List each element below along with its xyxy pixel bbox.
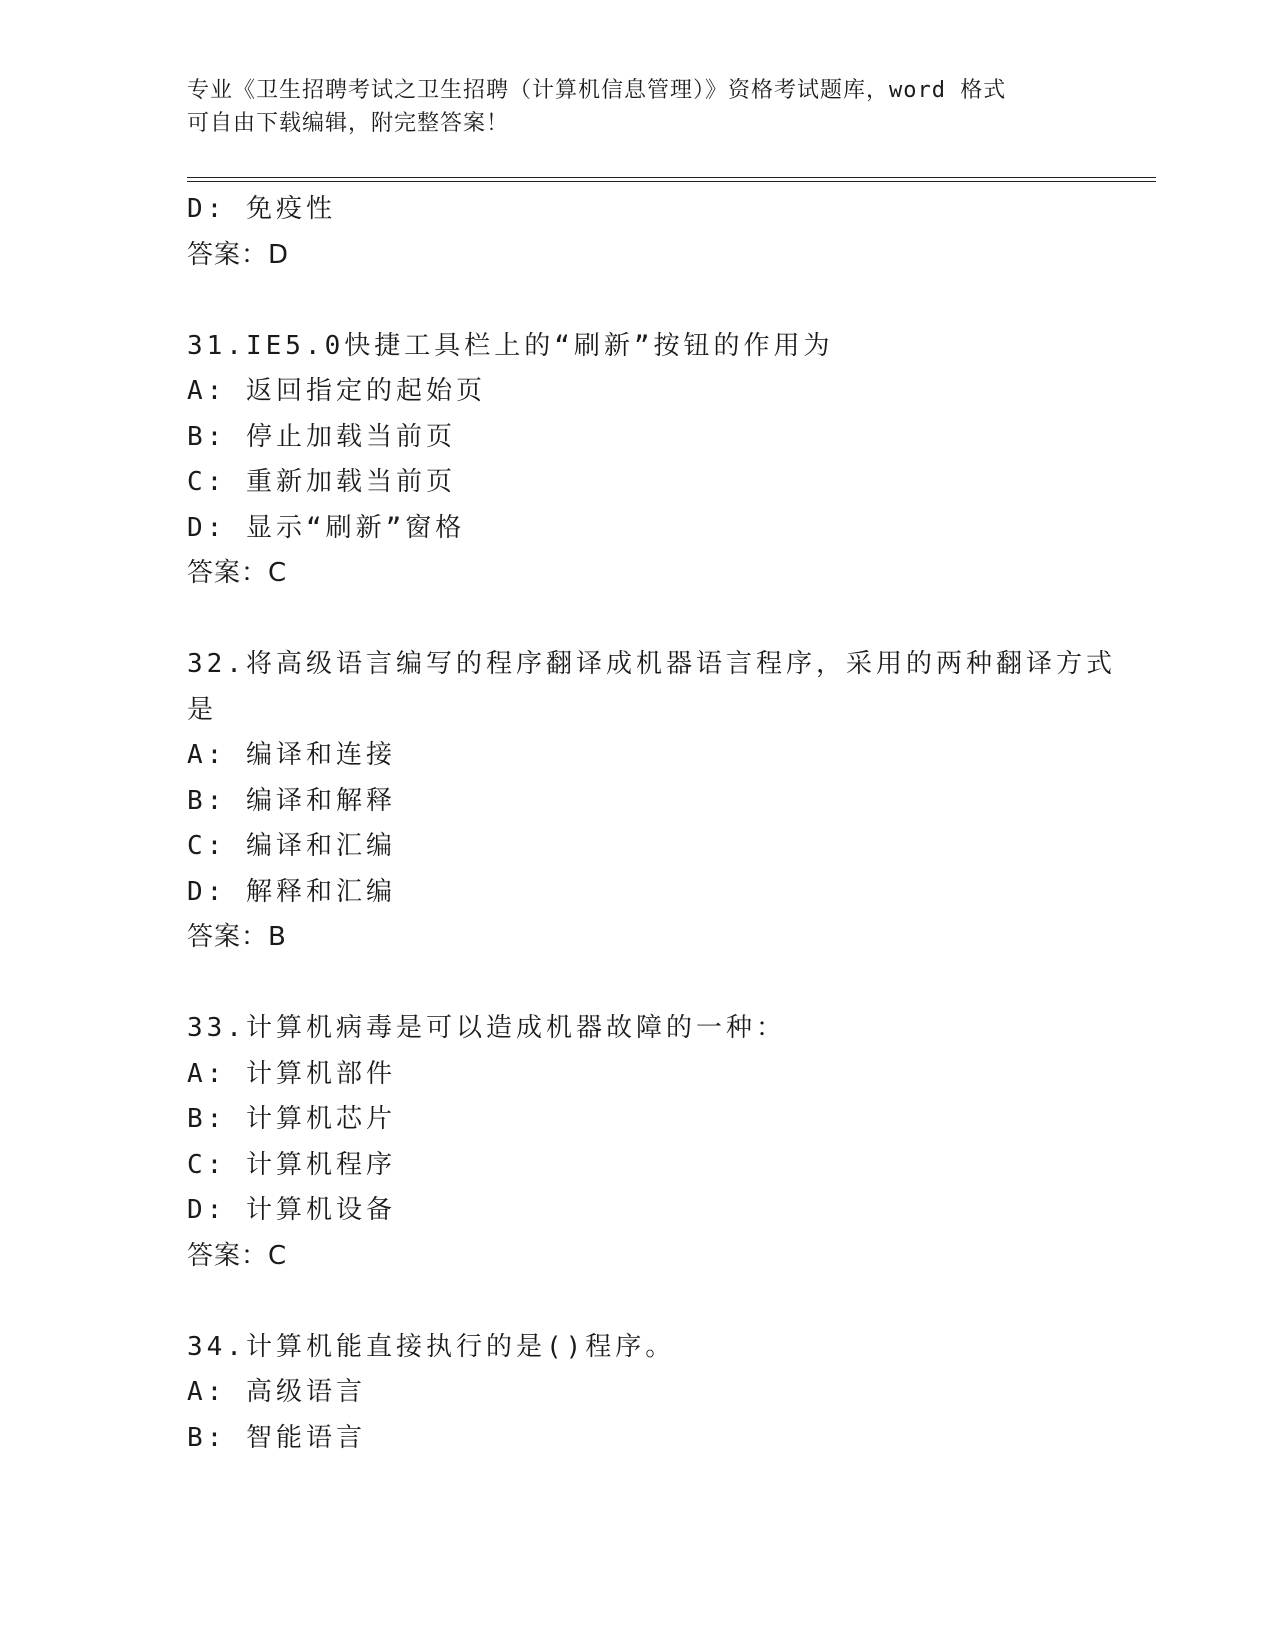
- spacer: [187, 961, 1087, 1007]
- option-c: C: 重新加载当前页: [187, 467, 456, 497]
- question-32: [187, 642, 1116, 961]
- option-b: B: 计算机芯片: [187, 1104, 396, 1134]
- question-stem-line-1: 32.将高级语言编写的程序翻译成机器语言程序，采用的两种翻译方式: [187, 649, 1116, 679]
- question-31: [187, 324, 1087, 597]
- document-header: [187, 74, 1087, 140]
- option-c: C: 计算机程序: [187, 1149, 396, 1180]
- option-b: B: 编译和解释: [187, 785, 396, 816]
- spacer: [187, 597, 1087, 643]
- header-line-2: 可自由下载编辑，附完整答案！: [187, 111, 510, 136]
- question-list: [187, 187, 1116, 1461]
- header-divider: [187, 177, 1156, 182]
- question-stem: 31.IE5.0快捷工具栏上的“刷新”按钮的作用为: [187, 330, 834, 361]
- answer-line: 答案：C: [187, 558, 288, 588]
- option-d: D: 解释和汇编: [187, 876, 396, 907]
- spacer: [187, 1279, 1087, 1325]
- question-stem: 33.计算机病毒是可以造成机器故障的一种：: [187, 1013, 786, 1043]
- answer-line: 答案：D: [187, 239, 290, 270]
- option-d: D: 免疫性: [187, 194, 336, 224]
- question-34: [187, 1325, 1087, 1462]
- option-a: A: 编译和连接: [187, 740, 396, 770]
- answer-line: 答案：C: [187, 1240, 288, 1271]
- option-a: A: 高级语言: [187, 1377, 366, 1407]
- answer-line: 答案：B: [187, 922, 287, 952]
- option-a: A: 返回指定的起始页: [187, 376, 486, 406]
- question-stem-line-2: 是: [187, 694, 218, 725]
- option-c: C: 编译和汇编: [187, 831, 396, 861]
- option-d: D: 计算机设备: [187, 1195, 396, 1225]
- spacer: [187, 278, 1087, 324]
- option-a: A: 计算机部件: [187, 1058, 396, 1089]
- option-d: D: 显示“刷新”窗格: [187, 512, 466, 543]
- option-b: B: 智能语言: [187, 1422, 366, 1453]
- question-stem: 34.计算机能直接执行的是()程序。: [187, 1331, 676, 1362]
- header-line-1: 专业《卫生招聘考试之卫生招聘（计算机信息管理）》资格考试题库，word 格式: [187, 78, 1007, 103]
- question-33: [187, 1006, 1087, 1279]
- option-b: B: 停止加载当前页: [187, 421, 456, 452]
